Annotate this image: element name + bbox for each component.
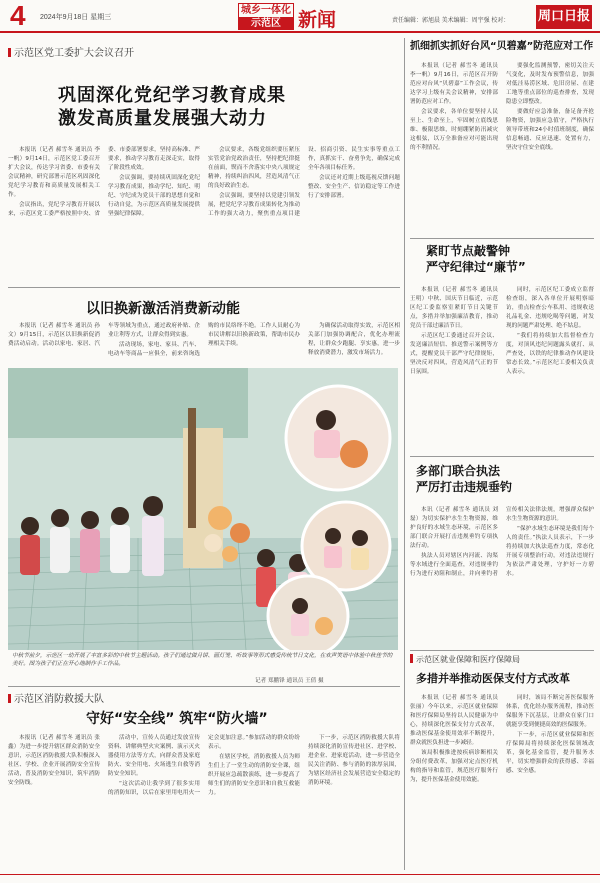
article7-headline: 多措并举推动医保支付方式改革 (416, 672, 570, 685)
article1-headline-line1: 巩固深化党纪学习教育成果 (58, 85, 286, 106)
article1-headline (58, 84, 286, 131)
article3-headline: 守好“安全线” 筑牢“防火墙” (86, 711, 268, 727)
article2-paragraph: 为确保活动取得实效，示范区相关部门加强协调配合，优化办理流程，让群众少跑腿、享实惠，进一步释放消费潜力，激发市场活力。 (308, 323, 400, 356)
article1-paragraph: 会议还对近期上级巡视反馈问题整改、安全生产、信访稳定等工作进行了安排部署。 (308, 175, 400, 199)
article5-headline-line2: 严守纪律过“廉节” (426, 259, 526, 274)
article4-headline: 抓细抓实抓好台风“贝碧嘉”防范应对工作 (410, 41, 594, 52)
divider (8, 686, 400, 687)
article3-paragraph: 本报讯（记者 郝雪冬 通讯员 张鑫）为进一步提升辖区群众消防安全意识，示范区消防救援大队积极深入社区、学校、企业开展消防安全宣传活动，普及消防安全知识，筑牢消防安全防线。 (8, 735, 100, 786)
article7-body (410, 694, 594, 870)
divider (410, 238, 594, 239)
editor-credits: 责任编辑：郭旭晨 美术编辑：周宇强 校对： (392, 18, 510, 24)
photo-credit: 记者 郑鹏锋 通讯员 王倩 摄 (255, 678, 324, 684)
section-title: 新闻 (298, 9, 337, 31)
article7-paragraph: 同时，该局不断完善医保服务体系，优化经办服务流程，推动医保服务下沉基层，让群众在家门口就能享受到便捷高效的医保服务。 (506, 695, 594, 728)
article5-paragraph: 同时，示范区纪工委成立监督检查组，深入各单位开展明察暗访，重点检查公车私用、违规收送礼品礼金、违规吃喝等问题，对发现的问题严肃处理、绝不姑息。 (506, 287, 594, 329)
article3-paragraph: 下一步，示范区消防救援大队将持续深化消防宣传进社区、进学校、进企业、进家庭活动，进一步营造全民关注消防、参与消防的浓厚氛围，为辖区经济社会发展营造安全稳定的消防环境。 (308, 735, 400, 786)
article4-paragraph: 要强化监测预警，密切关注天气变化，及时发布预警信息，加强对低洼易涝区域、危旧房屋、在建工地等重点部位的巡查排查，发现隐患立即整改。 (506, 63, 594, 105)
article2-headline: 以旧换新激活消费新动能 (86, 301, 240, 317)
masthead (0, 0, 600, 33)
inset-photo-bottom (268, 576, 348, 650)
article6-body (410, 506, 594, 646)
section-badge-bottom: 示范区 (239, 17, 293, 30)
article7-paragraph: 该局积极推进按疾病诊断相关分组付费改革，加强对定点医疗机构的指导和监管，规范医疗服务行为，提升医保基金使用效能。 (410, 750, 498, 783)
article7-kicker: 示范区就业保障和医疗保障局 (410, 654, 520, 665)
article1-paragraph: 本报讯（记者 郝雪冬 通讯员 李一帆）9月14日，示范区党工委召开扩大会议，传达学习省委、市委有关会议精神，研究部署示范区巩固深化党纪学习教育和高质量发展相关工作。 (8, 147, 100, 198)
section-badge (238, 3, 294, 30)
article1-paragraph: 会议强调，要坚持以党建引领发展，把党纪学习教育成果转化为推动工作的强大动力，聚焦重点项目建设、招商引资、民生实事等重点工作，真抓实干、奋勇争先，确保完成全年各项目标任务。 (208, 147, 400, 217)
article2-paragraph: 活动现场，家电、家具、汽车、电动车等商品一应俱全，前来咨询选购的市民络绎不绝。工作人员耐心为市民讲解以旧换新政策，帮助市民办理相关手续。 (108, 323, 300, 357)
kids-activity-illustration (8, 368, 398, 650)
article1-body (8, 146, 400, 282)
divider (410, 650, 594, 651)
article4-paragraph: 会议要求，各单位要坚持人民至上、生命至上，牢固树立底线思维、极限思维，时刻绷紧防汛减灾这根弦，以万全准备应对可能出现的不利情况。 (410, 109, 498, 151)
section-badge-top: 城乡一体化 (241, 5, 291, 16)
article4-body (410, 62, 594, 236)
divider (410, 456, 594, 457)
article1-headline-line2: 激发高质量发展强大动力 (58, 108, 267, 130)
article1-paragraph: 会议要求，各级党组织要压紧压实管党治党政治责任，坚持把纪律挺在前面，锲而不舍落实中央八项规定精神，持续纠治四风，营造风清气正的良好政治生态。 (208, 147, 300, 189)
article3-paragraph: 在辖区学校，消防救援人员为师生们上了一堂生动的消防安全课，组织开展应急疏散演练，进一步提高了师生们的消防安全意识和自救互救能力。 (208, 754, 300, 796)
article1-paragraph: 会议强调，要持续巩固深化党纪学习教育成果，推动学纪、知纪、明纪、守纪成为党员干部的思想自觉和行动自觉，为示范区高质量发展提供坚强纪律保障。 (108, 175, 200, 217)
article5-paragraph: 示范区纪工委通过召开会议、发送廉洁短信、推送警示案例等方式，提醒党员干部严守纪律规矩，坚决反对四风，营造风清气正的节日氛围。 (410, 333, 498, 375)
article5-headline-line1: 紧盯节点敲警钟 (426, 244, 511, 258)
article5-paragraph: “我们将持续加大监督检查力度，对顶风违纪问题露头就打、从严查处，以铁的纪律推动作风建设常态长效。”示范区纪工委相关负责人表示。 (506, 333, 594, 375)
article3-paragraph: 活动中，宣传人员通过发放宣传资料、讲解典型火灾案例、演示灭火器使用方法等方式，向群众普及家庭防火、安全用电、火场逃生自救等消防安全知识。 (108, 735, 200, 777)
article7-paragraph: 下一步，示范区就业保障和医疗保障局将持续深化医保领域改革，强化基金监管，提升服务水平，切实增强群众的获得感、幸福感、安全感。 (506, 732, 594, 774)
page-number: 4 (10, 0, 26, 31)
article6-paragraph: “保护水域生态环境是我们每个人的责任。”执法人员表示，下一步将持续加大执法巡查力度，常态化开展专项整治行动，对违法违规行为依法严肃处理，守护好一方碧水。 (506, 526, 594, 577)
article3-body (8, 734, 400, 870)
issue-date: 2024年9月18日 星期三 (40, 14, 112, 21)
article2-body (8, 322, 400, 366)
newspaper-logo: 周口日报 (536, 5, 592, 29)
divider (8, 287, 400, 288)
article6-paragraph: 本讯（记者 郝雪冬 通讯员 刘磊）为切实保护水生生物资源，维护良好的水域生态环境，示范区多部门联合开展打击违规垂钓专项执法行动。 (410, 507, 498, 549)
article4-paragraph: 本报讯（记者 郝雪冬 通讯员 李一帆）9月16日，示范区召开防范应对台风“贝碧嘉”工作会议，传达学习上级有关会议精神，安排部署防范应对工作。 (410, 63, 498, 105)
article7-paragraph: 本报讯（记者 郝雪冬 通讯员 张丽）今年以来，示范区就业保障和医疗保障局坚持以人民健康为中心，持续深化医保支付方式改革，推动医保基金使用效率不断提升，群众就医负担进一步减轻。 (410, 695, 498, 746)
article6-headline-line1: 多部门联合执法 (416, 464, 501, 478)
article1-paragraph: 会议指出，党纪学习教育开展以来，示范区党工委严格按照中央、省委、市委部署要求，坚持高标准、严要求，推动学习教育走深走实，取得了阶段性成效。 (8, 147, 200, 217)
article5-headline (426, 244, 526, 275)
article3-kicker: 示范区消防救援大队 (8, 690, 104, 705)
article6-headline (416, 464, 512, 495)
page-footer-rule (0, 874, 600, 883)
article5-body (410, 286, 594, 454)
news-photo (8, 368, 398, 650)
article6-paragraph: 执法人员对辖区内河流、沟渠等水域进行全面巡查，对违规垂钓行为进行劝阻和制止，并向垂钓者宣传相关法律法规，增强群众保护水生生物资源的意识。 (410, 507, 594, 577)
article6-headline-line2: 严厉打击违规垂钓 (416, 479, 513, 494)
column-divider (404, 38, 405, 870)
article4-paragraph: 要做好应急准备，备足备齐抢险物资，加强应急值守，严格执行领导带班和24小时值班制度，确保信息畅通、反应迅速、处置有力，坚决守住安全底线。 (506, 109, 594, 151)
photo-caption: 中秋节前夕，示范区一幼开展了丰富多彩的中秋节主题活动。孩子们通过做月饼、画灯笼、听故事等形式感受传统节日文化，在欢声笑语中体验中秋佳节的美好。图为孩子们正在开心地制作手工作品。 (12, 653, 393, 667)
article5-paragraph: 本报讯（记者 郝雪冬 通讯员 王明）中秋、国庆节日临近，示范区纪工委监察室紧盯节日关键节点，多措并举加强廉洁教育，推动党员干部过廉洁节日。 (410, 287, 498, 329)
article2-paragraph: 本报讯（记者 郝雪冬 通讯员 孙文）9月15日，示范区以旧换新促消费活动启动。活动以家电、家居、汽车等领域为重点，通过政府补贴、企业让利等方式，让群众得到实惠。 (8, 323, 200, 347)
article3-paragraph: “这次活动让我学到了很多实用的消防知识，以后在家里用电用火一定会更加注意。”参加活动的群众纷纷表示。 (108, 735, 300, 796)
article1-kicker: 示范区党工委扩大会议召开 (8, 44, 134, 59)
